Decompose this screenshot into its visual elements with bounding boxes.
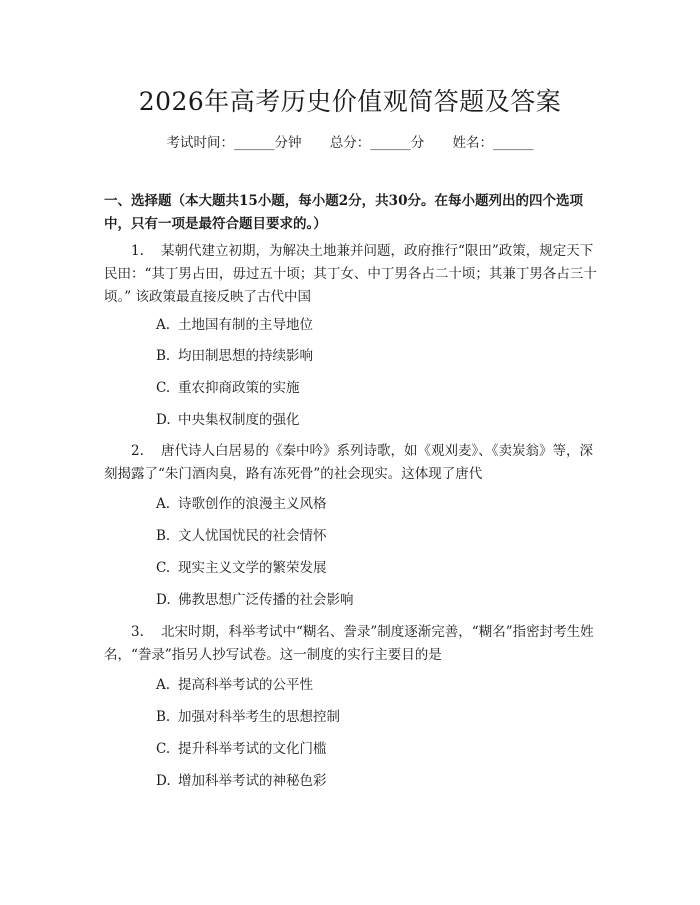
option-letter: B.	[156, 528, 171, 544]
q3-option-c	[156, 738, 596, 761]
question-text: 北宋时期，科举考试中“糊名、誊录”制度逐渐完善，“糊名”指密封考生姓名，“誊录”指另人抄写试卷。这一制度的实行主要目的是	[104, 624, 594, 663]
option-letter: D.	[156, 412, 171, 428]
option-text: 提升科举考试的文化门槛	[178, 741, 327, 757]
option-text: 文人忧国忧民的社会情怀	[178, 528, 327, 544]
option-text: 提高科举考试的公平性	[178, 677, 313, 693]
option-letter: A.	[156, 317, 171, 333]
q2-option-a	[156, 493, 596, 516]
question-3	[104, 621, 604, 667]
question-text: 某朝代建立初期，为解决土地兼并问题，政府推行“限田”政策，规定天下民田：“其丁男占田，毋过五十顷；其丁女、中丁男各占二十顷；其兼丁男各占三十顷。” 该政策最直接反映了古代中国	[104, 243, 597, 305]
option-text: 重农抑商政策的实施	[178, 380, 300, 396]
option-letter: D.	[156, 773, 171, 789]
option-text: 增加科举考试的神秘色彩	[178, 773, 327, 789]
q1-option-a	[156, 314, 596, 337]
q1-option-d	[156, 409, 596, 432]
exam-meta	[0, 131, 700, 151]
q3-option-b	[156, 706, 596, 729]
option-letter: D.	[156, 592, 171, 608]
option-letter: B.	[156, 709, 171, 725]
option-letter: A.	[156, 677, 171, 693]
q3-option-a	[156, 674, 596, 697]
option-text: 现实主义文学的繁荣发展	[178, 560, 327, 576]
option-letter: C.	[156, 741, 171, 757]
option-letter: B.	[156, 348, 171, 364]
q1-option-b	[156, 345, 596, 368]
page-title: 2026年高考历史价值观简答题及答案	[138, 87, 562, 116]
section-heading: 一、选择题（本大题共15小题，每小题2分，共30分。在每小题列出的四个选项中，只有一项是最符合题目要求的。）	[104, 193, 583, 232]
option-text: 加强对科举考生的思想控制	[178, 709, 340, 725]
student-name: 姓名：______	[452, 135, 534, 151]
question-2	[104, 440, 604, 486]
question-number: 1.	[131, 243, 144, 259]
question-number: 2.	[131, 443, 144, 459]
option-text: 中央集权制度的强化	[178, 412, 300, 428]
question-1	[104, 240, 604, 309]
option-letter: C.	[156, 560, 171, 576]
q2-option-b	[156, 525, 596, 548]
q2-option-c	[156, 557, 596, 580]
question-text: 唐代诗人白居易的《秦中吟》系列诗歌，如《观刈麦》、《卖炭翁》等，深刻揭露了“朱门酒肉臭，路有冻死骨”的社会现实。这体现了唐代	[104, 443, 593, 482]
option-text: 佛教思想广泛传播的社会影响	[178, 592, 354, 608]
exam-time: 考试时间：______分钟	[166, 135, 302, 151]
total-score: 总分：______分	[329, 135, 425, 151]
option-letter: A.	[156, 496, 171, 512]
option-text: 均田制思想的持续影响	[178, 348, 313, 364]
q3-option-d	[156, 770, 596, 793]
q2-option-d	[156, 589, 596, 612]
question-number: 3.	[131, 624, 144, 640]
option-text: 诗歌创作的浪漫主义风格	[178, 496, 327, 512]
q1-option-c	[156, 377, 596, 400]
option-letter: C.	[156, 380, 171, 396]
option-text: 土地国有制的主导地位	[178, 317, 313, 333]
